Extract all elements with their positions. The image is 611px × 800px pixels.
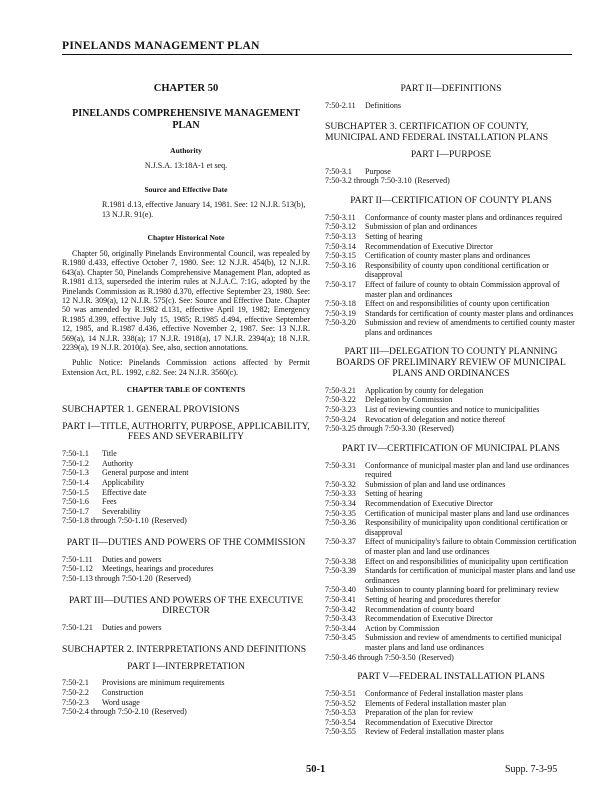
toc-entry-title: Revocation of delegation and notice thereof xyxy=(365,414,506,424)
toc-entry-title: Certification of municipal master plans and land use ordinances xyxy=(365,508,569,518)
toc-entry xyxy=(325,489,577,499)
toc-entry-title: Responsibility of county upon conditional certification or disapproval xyxy=(365,260,549,280)
toc-entry-title: Provisions are minimum requirements xyxy=(102,678,225,688)
toc-entry xyxy=(62,478,310,488)
toc-entry-title: Submission and review of amendments to certified county master plans and ordinances xyxy=(365,318,575,337)
toc-entry-number: 7:50-1.2 xyxy=(62,458,89,468)
toc-entry-number: 7:50-3.54 xyxy=(325,717,356,727)
toc-entry-title: Effect of municipality's failure to obtain Commission certification of master plan and land use ordinances xyxy=(365,537,577,556)
toc-entry-title: Preparation of the plan for review xyxy=(365,708,474,718)
toc-entry-number: 7:50-1.11 xyxy=(62,554,93,564)
toc-entry-title: Conformance of municipal master plan and land use ordinances required xyxy=(365,460,569,480)
authority-heading: Authority xyxy=(170,145,202,155)
toc-entry-title: List of reviewing counties and notice to municipalities xyxy=(365,405,540,415)
toc-entry-title: Certification of county master plans and ordinances xyxy=(365,251,531,261)
toc-entry xyxy=(325,309,577,319)
toc-entry xyxy=(62,449,310,459)
toc-entry xyxy=(325,222,577,232)
toc-entry xyxy=(62,488,310,498)
right-column xyxy=(325,80,577,737)
toc-entry-title: Duties and powers xyxy=(102,623,162,633)
toc-entry-number: 7:50-3.15 xyxy=(325,251,356,261)
toc-entry xyxy=(325,718,577,728)
supplement-date: Supp. 7-3-95 xyxy=(505,764,558,775)
authority-text: N.J.S.A. 13:18A-1 et seq. xyxy=(144,161,228,171)
toc-entry-title: Submission and review of amendments to certified municipal master plans and land use ordinances xyxy=(365,633,562,652)
toc-entry xyxy=(325,405,577,415)
toc-entry-range xyxy=(325,176,577,186)
toc-entry-number: 7:50-3.44 xyxy=(325,623,356,633)
toc-entry xyxy=(325,614,577,624)
toc-entry-range xyxy=(62,707,310,717)
toc-entry-title: Delegation by Commission xyxy=(365,395,453,405)
toc-entry-title: Recommendation of Executive Director xyxy=(365,614,493,624)
toc-entry xyxy=(325,318,577,337)
chapter-number: CHAPTER 50 xyxy=(153,83,219,94)
chapter-title: PINELANDS COMPREHENSIVE MANAGEMENT PLAN xyxy=(72,107,300,131)
toc-entry-title: Application by county for delegation xyxy=(365,385,484,395)
toc-entry-range xyxy=(62,574,310,584)
source-heading: Source and Effective Date xyxy=(144,184,228,194)
toc-entry-title: (Reserved) xyxy=(418,424,454,434)
toc-entry-number: 7:50-1.3 xyxy=(62,468,89,478)
toc-entry xyxy=(325,699,577,709)
toc-entry-title: Severability xyxy=(102,506,141,516)
toc-entry xyxy=(325,167,577,177)
toc-entry-range xyxy=(62,516,310,526)
sub1-part1-list xyxy=(62,449,310,516)
toc-entry xyxy=(325,261,577,280)
subchapter-1-heading: SUBCHAPTER 1. GENERAL PROVISIONS xyxy=(62,403,240,415)
toc-entry-title: Word usage xyxy=(102,697,140,707)
toc-entry-title: (Reserved) xyxy=(151,516,187,526)
toc-entry xyxy=(325,633,577,652)
sub2-part1-heading: PART I—INTERPRETATION xyxy=(127,660,245,672)
toc-entry-title: Recommendation of Executive Director xyxy=(365,499,493,509)
toc-entry xyxy=(325,232,577,242)
toc-entry-number: 7:50-1.1 xyxy=(62,449,89,459)
sub3-part5-list xyxy=(325,689,577,737)
toc-entry-number: 7:50-3.17 xyxy=(325,279,356,289)
toc-entry xyxy=(62,698,310,708)
sub3-part3-heading: PART III—DELEGATION TO COUNTY PLANNING BOARDS OF PRELIMINARY REVIEW OF MUNICIPAL PLANS AND ORDINANCES xyxy=(336,346,566,380)
toc-entry-title: Title xyxy=(102,449,117,459)
sub3-part1-list xyxy=(325,167,577,177)
toc-entry xyxy=(325,727,577,737)
toc-entry-number: 7:50-3.36 xyxy=(325,518,356,528)
toc-heading: CHAPTER TABLE OF CONTENTS xyxy=(126,385,246,395)
toc-entry-title: (Reserved) xyxy=(151,707,187,717)
toc-entry-number: 7:50-3.21 xyxy=(325,385,356,395)
toc-entry-number: 7:50-3.32 xyxy=(325,479,356,489)
toc-entry-title: Effect on and responsibilities of municipality upon certification xyxy=(365,556,569,566)
toc-entry-number: 7:50-2.11 xyxy=(325,100,356,110)
toc-entry xyxy=(62,623,310,633)
toc-entry xyxy=(62,564,310,574)
sub3-part4-heading: PART IV—CERTIFICATION OF MUNICIPAL PLANS xyxy=(342,442,560,454)
running-header: PINELANDS MANAGEMENT PLAN xyxy=(62,40,260,52)
toc-entry-title: Conformance of county master plans and ordinances required xyxy=(365,212,563,222)
toc-entry-number: 7:50-3.51 xyxy=(325,688,356,698)
toc-entry xyxy=(325,251,577,261)
toc-entry-number: 7:50-3.34 xyxy=(325,499,356,509)
toc-entry-title: Recommendation of Executive Director xyxy=(365,717,493,727)
subchapter-2-heading: SUBCHAPTER 2. INTERPRETATIONS AND DEFINITIONS xyxy=(62,643,307,655)
toc-entry-number: 7:50-3.14 xyxy=(325,241,356,251)
toc-entry xyxy=(325,299,577,309)
toc-entry-title: General purpose and intent xyxy=(102,468,189,478)
toc-entry xyxy=(62,688,310,698)
toc-entry-number: 7:50-3.19 xyxy=(325,308,356,318)
toc-entry xyxy=(62,459,310,469)
toc-entry-title: Standards for certification of municipal master plans and land use ordinances xyxy=(365,566,576,585)
toc-entry xyxy=(325,395,577,405)
sub3-part2-list xyxy=(325,213,577,338)
toc-entry xyxy=(325,595,577,605)
toc-entry-number: 7:50-3.41 xyxy=(325,594,356,604)
toc-entry-number: 7:50-3.11 xyxy=(325,212,356,222)
toc-entry xyxy=(325,585,577,595)
toc-entry xyxy=(62,507,310,517)
toc-entry xyxy=(325,499,577,509)
sub3-part2-heading: PART II—CERTIFICATION OF COUNTY PLANS xyxy=(350,194,552,206)
toc-entry xyxy=(325,708,577,718)
toc-entry-number: 7:50-3.18 xyxy=(325,299,356,309)
toc-entry-number: 7:50-2.3 xyxy=(62,697,89,707)
toc-entry-number: 7:50-3.31 xyxy=(325,460,356,470)
toc-entry-number: 7:50-1.4 xyxy=(62,478,89,488)
source-text: R.1981 d.13, effective January 14, 1981. See: 12 N.J.R. 513(b), 13 N.J.R. 91(e). xyxy=(102,200,306,219)
toc-entry xyxy=(325,624,577,634)
toc-entry-title: Applicability xyxy=(102,478,145,488)
sub3-part3-list xyxy=(325,386,577,424)
toc-entry-number: 7:50-3.22 xyxy=(325,395,356,405)
left-column xyxy=(62,80,310,717)
toc-entry-number: 7:50-3.52 xyxy=(325,698,356,708)
toc-entry-title: Submission of plan and land use ordinances xyxy=(365,479,506,489)
toc-entry-title: Standards for certification of county master plans and ordinances xyxy=(365,308,574,318)
public-notice: Public Notice: Pinelands Commission actions affected by Permit Extension Act, P.L. 1992, c.82. See: 24 N.J.R. 3560(c). xyxy=(62,358,310,377)
toc-entry-number: 7:50-3.2 through 7:50-3.10 xyxy=(325,176,412,186)
toc-entry-title: Meetings, hearings and procedures xyxy=(102,564,214,574)
toc-entry-title: Conformance of Federal installation master plans xyxy=(365,688,523,698)
toc-entry xyxy=(325,280,577,299)
sub1-part1-heading: PART I—TITLE, AUTHORITY, PURPOSE, APPLICABILITY, FEES AND SEVERABILITY xyxy=(62,420,310,443)
toc-entry-title: Fees xyxy=(102,497,117,507)
toc-entry-number: 7:50-2.2 xyxy=(62,687,89,697)
toc-entry-title: Authority xyxy=(102,458,134,468)
toc-entry-title: Review of Federal installation master plans xyxy=(365,727,504,737)
toc-entry-number: 7:50-1.12 xyxy=(62,564,93,574)
toc-entry-title: Setting of hearing xyxy=(365,489,423,499)
toc-entry xyxy=(325,415,577,425)
toc-entry xyxy=(325,101,577,111)
toc-entry xyxy=(62,497,310,507)
toc-entry-number: 7:50-1.7 xyxy=(62,506,89,516)
toc-entry xyxy=(325,461,577,480)
toc-entry-number: 7:50-3.42 xyxy=(325,604,356,614)
sub2-part2-heading: PART II—DEFINITIONS xyxy=(400,83,502,94)
toc-entry xyxy=(62,678,310,688)
toc-entry-title: Responsibility of municipality upon conditional certification or disapproval xyxy=(365,518,568,537)
page-number: 50-1 xyxy=(306,764,326,775)
toc-entry-number: 7:50-3.13 xyxy=(325,231,356,241)
sub1-part2-heading: PART II—DUTIES AND POWERS OF THE COMMISSION xyxy=(66,536,306,548)
toc-entry xyxy=(325,537,577,556)
sub3-part4-list xyxy=(325,461,577,653)
toc-entry-title: Submission to county planning board for preliminary review xyxy=(365,585,559,595)
sub1-part2-list xyxy=(62,555,310,574)
toc-entry-number: 7:50-3.55 xyxy=(325,727,356,737)
toc-entry-title: (Reserved) xyxy=(418,652,454,662)
toc-entry-number: 7:50-1.5 xyxy=(62,487,89,497)
toc-entry-number: 7:50-3.39 xyxy=(325,566,356,576)
toc-entry xyxy=(325,386,577,396)
toc-entry-title: Definitions xyxy=(365,100,401,110)
toc-entry-number: 7:50-3.33 xyxy=(325,489,356,499)
toc-entry-number: 7:50-1.6 xyxy=(62,497,89,507)
toc-entry-number: 7:50-3.20 xyxy=(325,318,356,328)
toc-entry-number: 7:50-2.1 xyxy=(62,678,89,688)
toc-entry-title: Purpose xyxy=(365,166,391,176)
toc-entry-title: (Reserved) xyxy=(414,176,450,186)
toc-entry-number: 7:50-3.16 xyxy=(325,260,356,270)
toc-entry xyxy=(62,555,310,565)
toc-entry-number: 7:50-3.45 xyxy=(325,633,356,643)
toc-entry-number: 7:50-3.40 xyxy=(325,585,356,595)
toc-entry-title: (Reserved) xyxy=(155,573,191,583)
toc-entry-number: 7:50-1.13 through 7:50-1.20 xyxy=(62,573,153,583)
toc-entry-number: 7:50-3.24 xyxy=(325,414,356,424)
toc-entry xyxy=(325,518,577,537)
toc-entry-number: 7:50-3.38 xyxy=(325,556,356,566)
toc-entry xyxy=(325,509,577,519)
toc-entry-title: Submission of plan and ordinances xyxy=(365,222,477,232)
toc-entry-number: 7:50-3.25 through 7:50-3.30 xyxy=(325,424,416,434)
toc-entry xyxy=(325,557,577,567)
toc-entry-title: Effect of failure of county to obtain Commission approval of master plan and ordinances xyxy=(365,279,560,299)
toc-entry-title: Setting of hearing xyxy=(365,231,423,241)
subchapter-3-heading: SUBCHAPTER 3. CERTIFICATION OF COUNTY, MUNICIPAL AND FEDERAL INSTALLATION PLANS xyxy=(325,121,549,144)
toc-entry xyxy=(62,468,310,478)
toc-entry-title: Effective date xyxy=(102,487,147,497)
toc-entry-number: 7:50-2.4 through 7:50-2.10 xyxy=(62,707,149,717)
toc-entry-title: Setting of hearing and procedures therefor xyxy=(365,594,501,604)
toc-entry-number: 7:50-3.53 xyxy=(325,708,356,718)
sub2-part1-list xyxy=(62,678,310,707)
sub1-part3-heading: PART III—DUTIES AND POWERS OF THE EXECUTIVE DIRECTOR xyxy=(68,594,304,617)
toc-entry xyxy=(325,689,577,699)
sub2-part2-list xyxy=(325,101,577,111)
header-rule xyxy=(62,54,572,55)
toc-entry-title: Recommendation of Executive Director xyxy=(365,241,493,251)
toc-entry xyxy=(325,566,577,585)
toc-entry-title: Action by Commission xyxy=(365,623,440,633)
toc-entry-number: 7:50-3.35 xyxy=(325,508,356,518)
toc-entry-number: 7:50-1.8 through 7:50-1.10 xyxy=(62,516,149,526)
toc-entry xyxy=(325,605,577,615)
toc-entry-number: 7:50-1.21 xyxy=(62,623,93,633)
toc-entry xyxy=(325,242,577,252)
toc-entry-number: 7:50-3.43 xyxy=(325,614,356,624)
toc-entry-title: Duties and powers xyxy=(102,554,162,564)
toc-entry-number: 7:50-3.12 xyxy=(325,222,356,232)
sub3-part1-heading: PART I—PURPOSE xyxy=(410,148,492,160)
toc-entry-range xyxy=(325,653,577,663)
toc-entry-number: 7:50-3.23 xyxy=(325,405,356,415)
toc-entry-title: Elements of Federal installation master plan xyxy=(365,698,507,708)
toc-entry xyxy=(325,213,577,223)
toc-entry-number: 7:50-3.46 through 7:50-3.50 xyxy=(325,652,416,662)
historical-note-text: Chapter 50, originally Pinelands Environmental Council, was repealed by R.1980 d.433, effective October 7, 1980. See: 12 N.J.R. 454(b), 12 N.J.R. 643(a). Chapter 50, Pinelands Comprehensive Management Plan, adopted as R.1981 d.13, superseded the interim rules at N.J.A.C. 7:1G, adopted by the Pinelands Commission as R.1980 d.370, effective September 23, 1980. See: 12 N.J.R. 309(a), 12 N.J.R. 575(c). See: Source and Effective Date. Chapter 50 was amended by R.1982 d.131, effective April 19, 1982; Emergency R.1985 d.399, effective July 15, 1985; R.1985 d.494, effective September 12, 1985, and R.1987 d.436, effective November 2, 1987. See: 13 N.J.R. 569(a), 14 N.J.R. 338(a); 17 N.J.R. 1918(a), 17 N.J.R. 2394(a); 18 N.J.R. 2239(a), 19 N.J.R. 2010(a). See, also, section annotations. xyxy=(62,248,310,353)
toc-entry-title: Recommendation of county board xyxy=(365,604,475,614)
toc-entry xyxy=(325,480,577,490)
sub3-part5-heading: PART V—FEDERAL INSTALLATION PLANS xyxy=(357,671,545,683)
historical-note-heading: Chapter Historical Note xyxy=(147,233,225,243)
sub1-part3-list xyxy=(62,623,310,633)
toc-entry-range xyxy=(325,424,577,434)
toc-entry-number: 7:50-3.1 xyxy=(325,166,352,176)
toc-entry-number: 7:50-3.37 xyxy=(325,537,356,547)
toc-entry-title: Construction xyxy=(102,687,144,697)
toc-entry-title: Effect on and responsibilities of county upon certification xyxy=(365,299,550,309)
